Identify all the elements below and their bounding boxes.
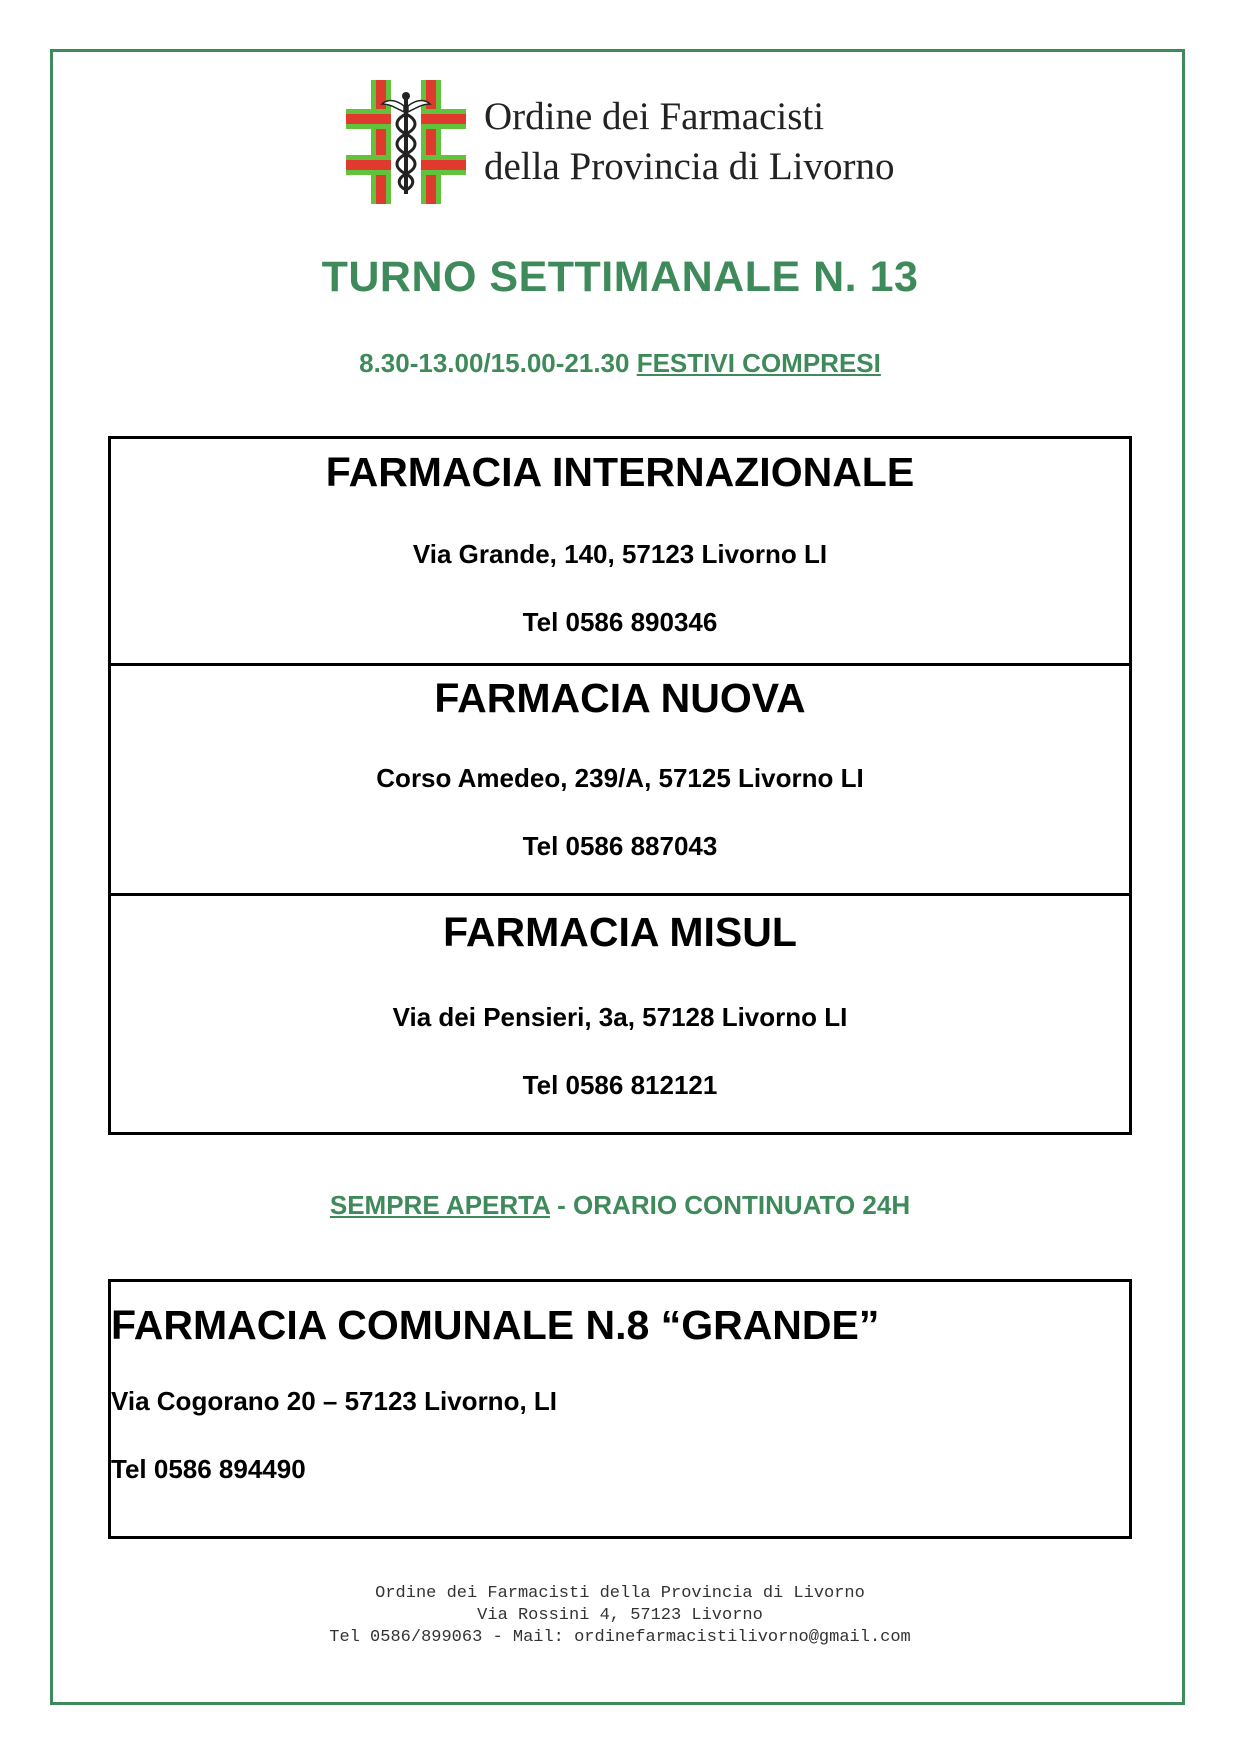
always-open-label: SEMPRE APERTA (329, 1190, 550, 1220)
pharmacy-address: Via Cogorano 20 – 57123 Livorno, LI (111, 1386, 557, 1416)
organization-name (484, 92, 895, 192)
pharmacy-entry (111, 439, 1129, 666)
pharmacy-phone: Tel 0586 890346 (522, 607, 718, 637)
pharmacy-phone: Tel 0586 812121 (522, 1070, 718, 1100)
pharmacy-phone: Tel 0586 894490 (111, 1454, 306, 1484)
footer (0, 1583, 1240, 1649)
pharmacy-list (108, 436, 1132, 1135)
footer-organization: Ordine dei Farmacisti della Provincia di Livorno (375, 1584, 865, 1603)
pharmacy-name: FARMACIA INTERNAZIONALE (325, 449, 915, 495)
pharmacy-name: FARMACIA NUOVA (434, 675, 806, 721)
pharmacy-entry (111, 663, 1129, 896)
page-title: TURNO SETTIMANALE N. 13 (321, 253, 919, 301)
always-open-heading (0, 1190, 1240, 1221)
pharmacy-entry (111, 893, 1129, 1132)
pharmacy-phone: Tel 0586 887043 (522, 831, 718, 861)
header-logo (346, 80, 895, 204)
org-line-2: della Provincia di Livorno (484, 145, 895, 188)
footer-address: Via Rossini 4, 57123 Livorno (477, 1606, 763, 1625)
footer-contact: Tel 0586/899063 - Mail: ordinefarmacistilivorno@gmail.com (329, 1628, 911, 1647)
holidays-included: FESTIVI COMPRESI (636, 348, 881, 378)
pharmacy-address: Corso Amedeo, 239/A, 57125 Livorno LI (376, 763, 864, 793)
pharmacy-name: FARMACIA COMUNALE N.8 “GRANDE” (111, 1302, 880, 1348)
pharmacy-name: FARMACIA MISUL (443, 909, 797, 955)
opening-hours (0, 348, 1240, 379)
caduceus-cross-icon (346, 80, 466, 204)
org-line-1: Ordine dei Farmacisti (484, 95, 825, 138)
opening-times: 8.30-13.00/15.00-21.30 (359, 348, 630, 378)
continuous-hours-label: - ORARIO CONTINUATO 24H (549, 1190, 911, 1220)
pharmacy-address: Via dei Pensieri, 3a, 57128 Livorno LI (392, 1002, 848, 1032)
always-open-pharmacy (108, 1279, 1132, 1539)
pharmacy-address: Via Grande, 140, 57123 Livorno LI (412, 539, 828, 569)
